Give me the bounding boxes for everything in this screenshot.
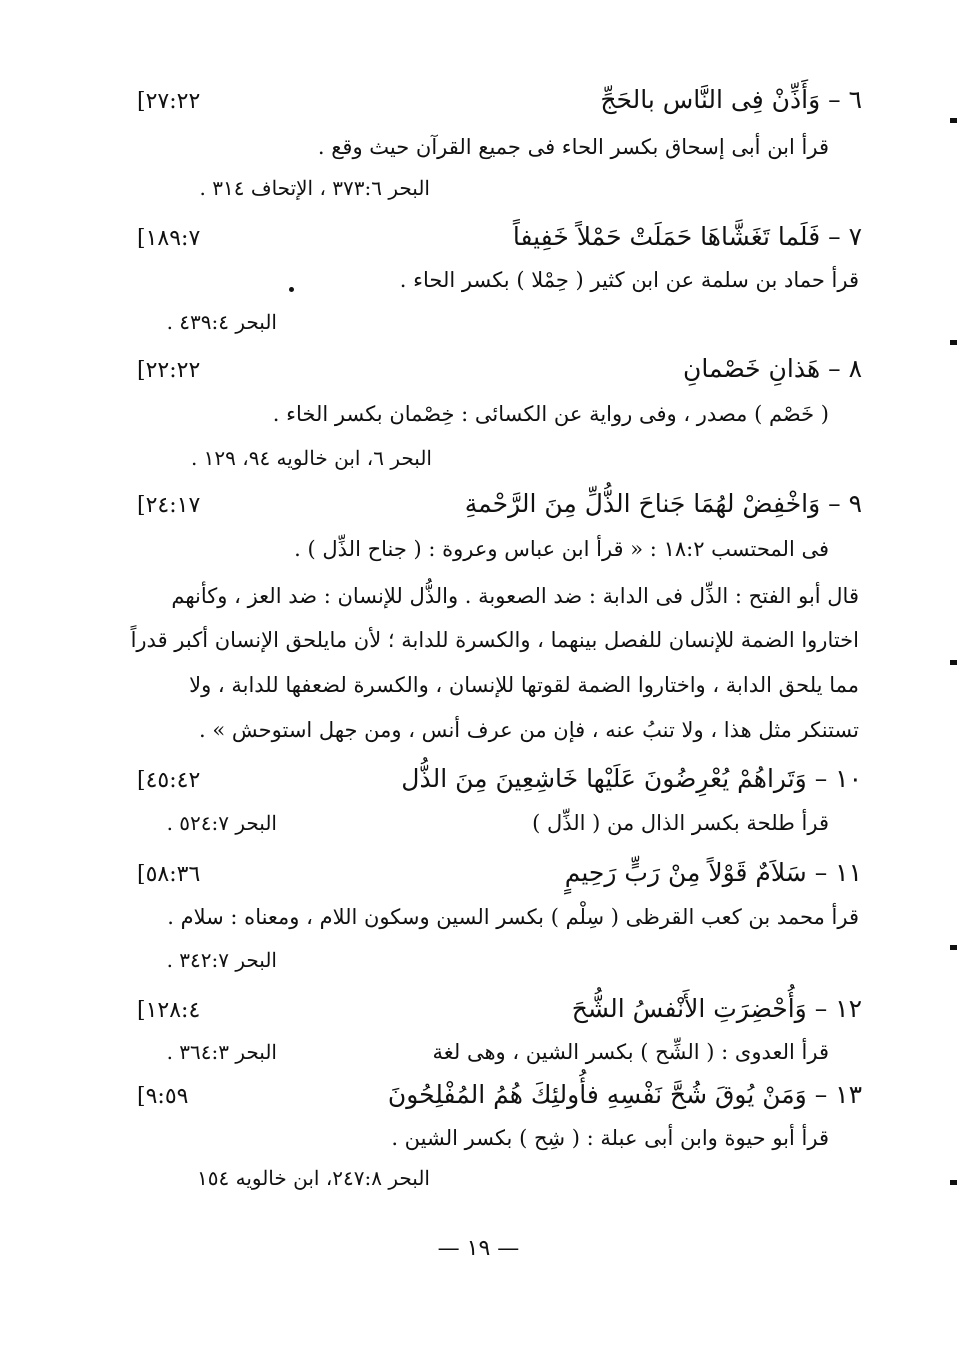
verse-9: ٩ – وَاخْفِضْ لهُمَا جَناحَ الذُّلِّ مِنَ الرَّحْمةِ bbox=[464, 489, 862, 518]
reading-12: قرأ العدوى : ( الشِّح ) بكسر الشين ، وهى لغة bbox=[432, 1040, 829, 1064]
commentary-line-4: تستنكر مثل هذا ، ولا تنبُ عنه ، فإن من عرف أنس ، ومن جهل استوحش » . bbox=[199, 718, 859, 742]
reading-6: قرأ ابن أبى إسحاق بكسر الحاء فى جميع القرآن حيث وقع . bbox=[317, 135, 829, 159]
edge-mark bbox=[950, 118, 957, 123]
edge-mark bbox=[950, 340, 957, 345]
commentary-line-1: قال أبو الفتح : الذِّل فى الدابة : ضد الصعوبة . والذُّل للإنسان : ضد العز ، وكأنهم bbox=[171, 584, 859, 608]
source-12: البحر ٣٦٤:٣ . bbox=[166, 1040, 277, 1064]
reading-8: ( خَصْم ) مصدر ، وفى رواية عن الكسائى : خِصْمان بكسر الخاء . bbox=[272, 402, 829, 426]
verse-6: ٦ – وَأَذِّنْ فِى النَّاس بالحَجِّ bbox=[600, 85, 862, 114]
verse-7-ref: [١٨٩:٧ bbox=[137, 226, 201, 251]
reading-10: قرأ طلحة بكسر الذال من ( الذِّل ) bbox=[532, 811, 829, 835]
verse-10-ref: [٤٥:٤٢ bbox=[137, 768, 201, 793]
verse-10: ١٠ – وَتَراهُمْ يُعْرِضُونَ عَلَيْها خَاشِعِينَ مِنَ الذُّل bbox=[401, 764, 862, 793]
page-number: — ١٩ — bbox=[437, 1236, 520, 1261]
reading-13: قرأ أبو حيوة وابن أبى عبلة : ( شِح ) بكسر الشين . bbox=[391, 1126, 829, 1150]
verse-8: ٨ – هَذانِ خَصْمانِ bbox=[683, 354, 862, 383]
source-11: البحر ٣٤٢:٧ . bbox=[166, 948, 277, 972]
reading-7: قرأ حماد بن سلمة عن ابن كثير ( حِمْلا ) بكسر الحاء . bbox=[399, 268, 859, 292]
verse-8-ref: [٢٢:٢٢ bbox=[137, 358, 201, 383]
commentary-line-2: اختاروا الضمة للإنسان للفصل بينهما ، والكسرة للدابة ؛ لأن مايلحق الإنسان أكبر قدراً bbox=[130, 628, 859, 652]
source-6: البحر ٣٧٣:٦ ، الإتحاف ٣١٤ . bbox=[199, 176, 430, 200]
source-10: البحر ٥٢٤:٧ . bbox=[166, 811, 277, 835]
verse-13: ١٣ – وَمَنْ يُوقَ شُحَّ نَفْسِهِ فأُولئِكَ هُمُ المُفْلِحُونَ bbox=[387, 1080, 862, 1109]
edge-mark bbox=[950, 660, 957, 665]
verse-13-ref: [٩:٥٩ bbox=[137, 1084, 189, 1109]
reading-11: قرأ محمد بن كعب القرظى ( سِلْم ) بكسر السين وسكون اللام ، ومعناه : سلام . bbox=[167, 905, 859, 929]
reading-9: فى المحتسب ١٨:٢ : « قرأ ابن عباس وعروة : ( جناح الذِّل ) . bbox=[294, 537, 829, 561]
source-7: البحر ٤٣٩:٤ . bbox=[166, 310, 277, 334]
verse-11: ١١ – سَلاَمٌ قَوْلاً مِنْ رَبٍّ رَحِيمٍ bbox=[564, 858, 862, 887]
source-8: البحر ٦، ابن خالويه ٩٤، ١٢٩ . bbox=[190, 446, 432, 470]
verse-12: ١٢ – وَأُحْضِرَتِ الأَنْفسُ الشُّحَ bbox=[571, 994, 862, 1023]
edge-mark bbox=[950, 1180, 957, 1185]
verse-11-ref: [٥٨:٣٦ bbox=[137, 862, 201, 887]
verse-6-ref: [٢٧:٢٢ bbox=[137, 89, 201, 114]
edge-mark bbox=[950, 945, 957, 950]
speck bbox=[289, 287, 294, 292]
verse-7: ٧ – فَلَما تَغَشَّاهَا حَمَلَتْ حَمْلاً خَفِيفاً bbox=[512, 222, 862, 251]
commentary-line-3: مما يلحق الدابة ، واختاروا الضمة لقوتها للإنسان ، والكسرة لضعفها للدابة ، ولا bbox=[189, 673, 859, 697]
source-13: البحر ٢٤٧:٨، ابن خالويه ١٥٤ bbox=[197, 1166, 430, 1190]
verse-9-ref: [٢٤:١٧ bbox=[137, 493, 201, 518]
verse-12-ref: [١٢٨:٤ bbox=[137, 998, 201, 1023]
